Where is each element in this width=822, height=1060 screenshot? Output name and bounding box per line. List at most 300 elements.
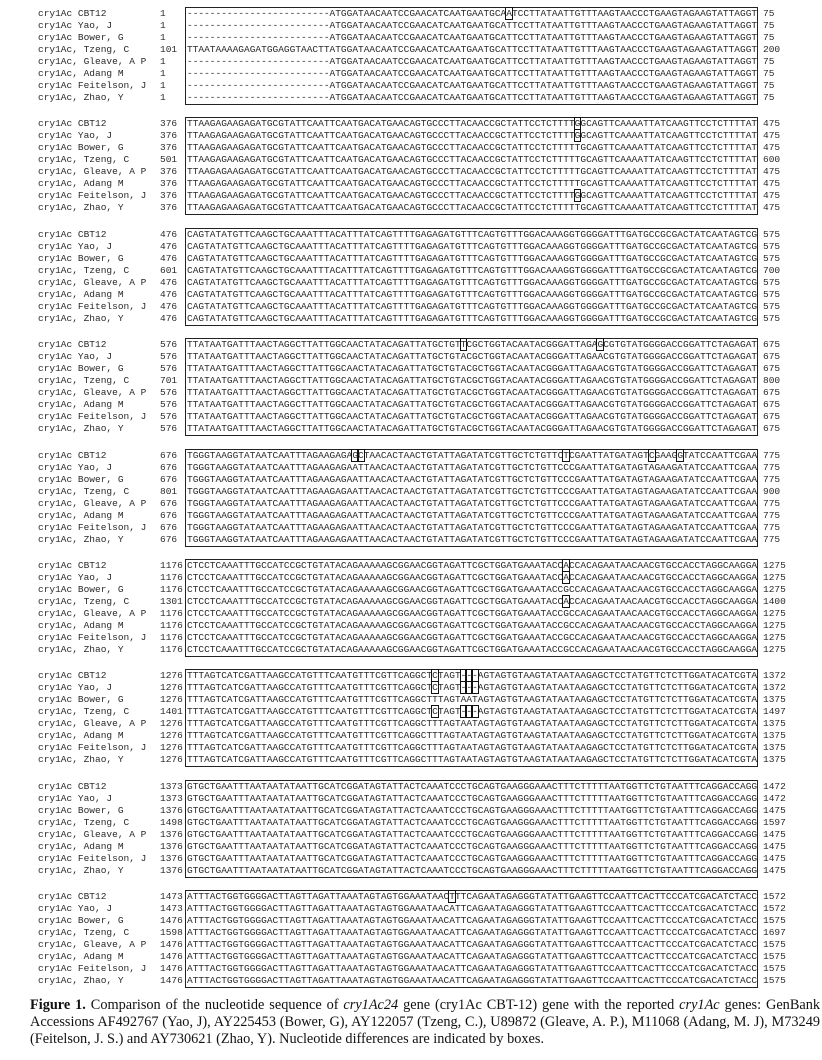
start-position: 676 — [160, 509, 178, 521]
end-position: 1475 — [763, 864, 786, 876]
sequence-label: cry1Ac, Tzeng, C — [38, 816, 130, 828]
alignment-row — [0, 510, 822, 522]
end-position: 1275 — [763, 584, 786, 595]
nucleotide-sequence: TGGGTAAGGTATAATCAATTTAGAAGAGAGCTAACACTAACTGTATTAGATATCGTTGCTCTGTTCTCGAATTATGATAGTCGAAGGTATCCAATTCGAA — [187, 449, 758, 461]
sequence-label: cry1Ac, Gleave, A P — [38, 497, 147, 509]
alignment-row — [0, 351, 822, 363]
alignment-row — [0, 130, 822, 142]
sequence-label: cry1Ac, Zhao, Y — [38, 92, 124, 103]
start-position: 376 — [160, 130, 178, 142]
end-position: 775 — [763, 449, 781, 461]
end-position: 1572 — [763, 891, 786, 903]
alignment-row — [0, 793, 822, 805]
nucleotide-sequence: ATTTACTGGTGGGGACTTAGTTAGATTAAATAGTAGTGGAAATAACATTCAGAATAGAGGGTATATTGAAGTTCCAATTCACTTCCCATCGACATCTACC — [187, 903, 758, 915]
sequence-label: cry1Ac, Zhao, Y — [38, 312, 124, 324]
sequence-label: cry1Ac Feitelson, J — [38, 742, 147, 754]
alignment-block — [0, 670, 822, 766]
end-position: 75 — [763, 68, 775, 79]
nucleotide-sequence: TTTAGTCATCGATTAAGCCATGTTTCAATGTTTCGTTCAGGCTCTAGT---AGTAGTGTAAGTATAATAAGAGCTCCTATGTTCTCTTGGATACATCGTA — [187, 706, 758, 718]
alignment-row — [0, 313, 822, 325]
nucleotide-sequence: ATTTACTGGTGGGGACTTAGTTAGATTAAATAGTAGTGGAAATAACATTCAGAATAGAGGGTATATTGAAGTTCCAATTCACTTCCCATCGACATCTACC — [187, 939, 758, 951]
nucleotide-sequence: TTAAGAGAAGAGATGCGTATTCAATTCAATGACATGAACAGTGCCCTTACAACCGCTATTCCTCTTTTTGCAGTTCAAAATTATCAAGTTCCTCTTTTAT — [187, 178, 758, 190]
start-position: 1 — [160, 80, 166, 91]
start-position: 1276 — [160, 754, 183, 766]
nucleotide-sequence: TTTAGTCATCGATTAAGCCATGTTTCAATGTTTCGTTCAGGCTTTAGTAATAGTAGTGTAAGTATAATAAGAGCTCCTATGTTCTCTTGGATACATCGTA — [187, 694, 758, 706]
sequence-label: cry1Ac, Gleave, A P — [38, 828, 147, 840]
end-position: 775 — [763, 509, 781, 521]
start-position: 576 — [160, 339, 178, 351]
nucleotide-sequence: ATTTACTGGTGGGGACTTAGTTAGATTAAATAGTAGTGGAAATAACATTCAGAATAGAGGGTATATTGAAGTTCCAATTCACTTCCCATCGACATCTACC — [187, 975, 758, 987]
alignment-row — [0, 560, 822, 572]
sequence-label: cry1Ac, Zhao, Y — [38, 644, 124, 655]
alignment-row — [0, 423, 822, 435]
sequence-label: cry1Ac Yao, J — [38, 461, 113, 473]
alignment-row — [0, 253, 822, 265]
alignment-row — [0, 572, 822, 584]
start-position: 576 — [160, 411, 178, 423]
end-position: 600 — [763, 154, 781, 166]
end-position: 575 — [763, 300, 781, 312]
nucleotide-sequence: CAGTATATGTTCAAGCTGCAAATTTACATTTATCAGTTTTGAGAGATGTTTCAGTGTTTGGACAAAGGTGGGGATTTGATGCCGCGACTATCAATAGTCG — [187, 252, 758, 264]
alignment-block — [0, 891, 822, 987]
alignment-row — [0, 608, 822, 620]
end-position: 775 — [763, 473, 781, 485]
sequence-label: cry1Ac, Tzeng, C — [38, 44, 130, 55]
nucleotide-sequence: ATTTACTGGTGGGGACTTAGTTAGATTAAATAGTAGTGGAAATAACATTCAGAATAGAGGGTATATTGAAGTTCCAATTCACTTCCCATCGACATCTACC — [187, 915, 758, 927]
nucleotide-sequence: TTAAGAGAAGAGATGCGTATTCAATTCAATGACATGAACAGTGCCCTTACAACCGCTATTCCTCTTTTTGCAGTTCAAAATTATCAAGTTCCTCTTTTAT — [187, 154, 758, 166]
nucleotide-difference: G — [574, 190, 581, 202]
alignment-row — [0, 891, 822, 903]
end-position: 775 — [763, 521, 781, 533]
sequence-label: cry1Ac CBT12 — [38, 118, 107, 130]
nucleotide-sequence: -------------------------ATGGATAACAATCCGAACATCAATGAATGCATTCCTTATAATTGTTTAAGTAACCCTGAAGTAGAAGTATTAGGT — [187, 68, 758, 79]
alignment-row — [0, 522, 822, 534]
nucleotide-sequence: -------------------------ATGGATAACAATCCGAACATCAATGAATGCATTCCTTATAATTGTTTAAGTAACCCTGAAGTAGAAGTATTAGGT — [187, 32, 758, 43]
alignment-row — [0, 190, 822, 202]
nucleotide-sequence: GTGCTGAATTTAATAATATAATTGCATCGGATAGTATTACTCAAATCCCTGCAGTGAAGGGAAACTTTCTTTTTAATGGTTCTGTAATTTCAGGACCAGG — [187, 864, 758, 876]
sequence-label: cry1Ac, Tzeng, C — [38, 264, 130, 276]
sequence-label: cry1Ac, Adang M — [38, 840, 124, 852]
alignment-block — [0, 560, 822, 656]
alignment-row — [0, 486, 822, 498]
nucleotide-sequence: TTATAATGATTTAACTAGGCTTATTGGCAACTATACAGATTATGCTGTTCGCTGGTACAATACGGGATTAGAGCGTGTATGGGGACCGGATTCTAGAGAT — [187, 339, 758, 351]
end-position: 475 — [763, 202, 781, 214]
nucleotide-sequence: TGGGTAAGGTATAATCAATTTAGAAGAGAATTAACACTAACTGTATTAGATATCGTTGCTCTGTTCCCGAATTATGATAGTAGAAGATATCCAATTCGAA — [187, 509, 758, 521]
start-position: 1276 — [160, 742, 183, 754]
end-position: 1275 — [763, 560, 786, 571]
nucleotide-sequence: CAGTATATGTTCAAGCTGCAAATTTACATTTATCAGTTTTGAGAGATGTTTCAGTGTTTGGACAAAGGTGGGGATTTGATGCCGCGACTATCAATAGTCG — [187, 228, 758, 240]
sequence-label: cry1Ac Feitelson, J — [38, 190, 147, 202]
start-position: 576 — [160, 363, 178, 375]
nucleotide-sequence: TTAAGAGAAGAGATGCGTATTCAATTCAATGACATGAACAGTGCCCTTACAACCGCTATTCCTCTTTTTGCAGTTCAAAATTATCAAGTTCCTCTTTTAT — [187, 202, 758, 214]
end-position: 675 — [763, 411, 781, 423]
sequence-label: cry1Ac CBT12 — [38, 670, 107, 682]
alignment-block — [0, 339, 822, 435]
end-position: 1372 — [763, 670, 786, 682]
alignment-row — [0, 241, 822, 253]
end-position: 1375 — [763, 754, 786, 766]
alignment-row — [0, 742, 822, 754]
sequence-label: cry1Ac Bower, G — [38, 694, 124, 706]
end-position: 1372 — [763, 682, 786, 694]
nucleotide-difference: C — [648, 449, 655, 461]
sequence-label: cry1Ac Feitelson, J — [38, 80, 147, 91]
nucleotide-sequence: TTAAGAGAAGAGATGCGTATTCAATTCAATGACATGAACAGTGCCCTTACAACCGCTATTCCTCTTTTGGCAGTTCAAAATTATCAAGTTCCTCTTTTAT — [187, 130, 758, 142]
sequence-label: cry1Ac, Zhao, Y — [38, 975, 124, 987]
alignment-block — [0, 450, 822, 546]
alignment-row — [0, 620, 822, 632]
nucleotide-sequence: TTAAGAGAAGAGATGCGTATTCAATTCAATGACATGAACAGTGCCCTTACAACCGCTATTCCTCTTTTGGCAGTTCAAAATTATCAAGTTCCTCTTTTAT — [187, 190, 758, 202]
start-position: 1 — [160, 20, 166, 31]
nucleotide-sequence: TTAAGAGAAGAGATGCGTATTCAATTCAATGACATGAACAGTGCCCTTACAACCGCTATTCCTCTTTTTGCAGTTCAAAATTATCAAGTTCCTCTTTTAT — [187, 166, 758, 178]
start-position: 376 — [160, 178, 178, 190]
nucleotide-difference: - — [460, 682, 467, 694]
alignment-row — [0, 805, 822, 817]
nucleotide-sequence: TTAATAAAAGAGATGGAGGTAACTTATGGATAACAATCCGAACATCAATGAATGCATTCCTTATAATTGTTTAAGTAACCCTGAAGTAGAAGTATTAGGT — [187, 44, 758, 55]
nucleotide-sequence: TTATAATGATTTAACTAGGCTTATTGGCAACTATACAGATTATGCTGTACGCTGGTACAATACGGGATTAGAACGTGTATGGGGACCGGATTCTAGAGAT — [187, 411, 758, 423]
nucleotide-sequence: TTATAATGATTTAACTAGGCTTATTGGCAACTATACAGATTATGCTGTACGCTGGTACAATACGGGATTAGAACGTGTATGGGGACCGGATTCTAGAGAT — [187, 363, 758, 375]
sequence-label: cry1Ac Yao, J — [38, 130, 113, 142]
start-position: 676 — [160, 449, 178, 461]
alignment-row — [0, 817, 822, 829]
nucleotide-sequence: TTTAGTCATCGATTAAGCCATGTTTCAATGTTTCGTTCAGGCTTTAGTAATAGTAGTGTAAGTATAATAAGAGCTCCTATGTTCTCTTGGATACATCGTA — [187, 730, 758, 742]
alignment-row — [0, 154, 822, 166]
nucleotide-sequence: GTGCTGAATTTAATAATATAATTGCATCGGATAGTATTACTCAAATCCCTGCAGTGAAGGGAAACTTTCTTTTTAATGGTTCTGTAATTTCAGGACCAGG — [187, 816, 758, 828]
nucleotide-sequence: CTCCTCAAATTTGCCATCCGCTGTATACAGAAAAAGCGGAACGGTAGATTCGCTGGATGAAATACCGCCACAGAATAACAACGTGCCACCTAGGCAAGGA — [187, 620, 758, 631]
sequence-label: cry1Ac, Gleave, A P — [38, 166, 147, 178]
nucleotide-difference: A — [506, 8, 512, 19]
sequence-label: cry1Ac Feitelson, J — [38, 411, 147, 423]
alignment-row — [0, 939, 822, 951]
alignment-row — [0, 498, 822, 510]
start-position: 1473 — [160, 891, 183, 903]
alignment-row — [0, 682, 822, 694]
end-position: 675 — [763, 351, 781, 363]
end-position: 675 — [763, 363, 781, 375]
alignment-row — [0, 8, 822, 20]
alignment-row — [0, 927, 822, 939]
alignment-row — [0, 632, 822, 644]
nucleotide-difference: A — [563, 572, 569, 583]
end-position: 1475 — [763, 804, 786, 816]
sequence-label: cry1Ac Yao, J — [38, 240, 113, 252]
nucleotide-difference: G — [574, 130, 581, 142]
nucleotide-sequence: CTCCTCAAATTTGCCATCCGCTGTATACAGAAAAAGCGGAACGGTAGATTCGCTGGATGAAATACCACCACAGAATAACAACGTGCCACCTAGGCAAGGA — [187, 596, 758, 607]
sequence-label: cry1Ac CBT12 — [38, 780, 107, 792]
nucleotide-sequence: CTCCTCAAATTTGCCATCCGCTGTATACAGAAAAAGCGGAACGGTAGATTCGCTGGATGAAATACCGCCACAGAATAACAACGTGCCACCTAGGCAAGGA — [187, 584, 758, 595]
sequence-label: cry1Ac, Zhao, Y — [38, 423, 124, 435]
nucleotide-sequence: CAGTATATGTTCAAGCTGCAAATTTACATTTATCAGTTTTGAGAGATGTTTCAGTGTTTGGACAAAGGTGGGGATTTGATGCCGCGACTATCAATAGTCG — [187, 312, 758, 324]
sequence-label: cry1Ac, Gleave, A P — [38, 608, 147, 619]
sequence-label: cry1Ac Bower, G — [38, 804, 124, 816]
nucleotide-sequence: ATTTACTGGTGGGGACTTAGTTAGATTAAATAGTAGTGGAAATAACATTCAGAATAGAGGGTATATTGAAGTTCCAATTCACTTCCCATCGACATCTACC — [187, 927, 758, 939]
sequence-label: cry1Ac CBT12 — [38, 339, 107, 351]
sequence-label: cry1Ac, Adang M — [38, 288, 124, 300]
start-position: 1373 — [160, 792, 183, 804]
nucleotide-sequence: TGGGTAAGGTATAATCAATTTAGAAGAGAATTAACACTAACTGTATTAGATATCGTTGCTCTGTTCCCGAATTATGATAGTAGAAGATATCCAATTCGAA — [187, 485, 758, 497]
nucleotide-sequence: ATTTACTGGTGGGGACTTAGTTAGATTAAATAGTAGTGGAAATAACATTCAGAATAGAGGGTATATTGAAGTTCCAATTCACTTCCCATCGACATCTACC — [187, 951, 758, 963]
start-position: 1176 — [160, 560, 183, 571]
sequence-label: cry1Ac Feitelson, J — [38, 521, 147, 533]
nucleotide-sequence: TGGGTAAGGTATAATCAATTTAGAAGAGAATTAACACTAACTGTATTAGATATCGTTGCTCTGTTCCCGAATTATGATAGTAGAAGATATCCAATTCGAA — [187, 497, 758, 509]
alignment-row — [0, 44, 822, 56]
start-position: 1476 — [160, 963, 183, 975]
sequence-label: cry1Ac Yao, J — [38, 682, 113, 694]
nucleotide-sequence: -------------------------ATGGATAACAATCCGAACATCAATGAATGCATTCCTTATAATTGTTTAAGTAACCCTGAAGTAGAAGTATTAGGT — [187, 56, 758, 67]
sequence-label: cry1Ac CBT12 — [38, 449, 107, 461]
start-position: 1 — [160, 68, 166, 79]
end-position: 1475 — [763, 828, 786, 840]
end-position: 1572 — [763, 903, 786, 915]
end-position: 475 — [763, 130, 781, 142]
start-position: 476 — [160, 228, 178, 240]
start-position: 1 — [160, 92, 166, 103]
start-position: 1376 — [160, 828, 183, 840]
alignment-row — [0, 829, 822, 841]
alignment-row — [0, 474, 822, 486]
end-position: 1275 — [763, 644, 786, 655]
alignment-row — [0, 411, 822, 423]
nucleotide-sequence: CTCCTCAAATTTGCCATCCGCTGTATACAGAAAAAGCGGAACGGTAGATTCGCTGGATGAAATACCGCCACAGAATAACAACGTGCCACCTAGGCAAGGA — [187, 608, 758, 619]
sequence-label: cry1Ac, Adang M — [38, 399, 124, 411]
sequence-label: cry1Ac, Tzeng, C — [38, 485, 130, 497]
caption-text: Comparison of the nucleotide sequence of — [85, 997, 344, 1013]
nucleotide-sequence: CTCCTCAAATTTGCCATCCGCTGTATACAGAAAAAGCGGAACGGTAGATTCGCTGGATGAAATACCACCACAGAATAACAACGTGCCACCTAGGCAAGGA — [187, 572, 758, 583]
nucleotide-sequence: TTATAATGATTTAACTAGGCTTATTGGCAACTATACAGATTATGCTGTACGCTGGTACAATACGGGATTAGAACGTGTATGGGGACCGGATTCTAGAGAT — [187, 387, 758, 399]
sequence-label: cry1Ac Bower, G — [38, 142, 124, 154]
end-position: 1597 — [763, 816, 786, 828]
start-position: 376 — [160, 190, 178, 202]
start-position: 601 — [160, 264, 178, 276]
end-position: 1375 — [763, 694, 786, 706]
sequence-label: cry1Ac, Gleave, A P — [38, 718, 147, 730]
sequence-label: cry1Ac, Zhao, Y — [38, 864, 124, 876]
end-position: 1375 — [763, 730, 786, 742]
start-position: 1176 — [160, 644, 183, 655]
alignment-row — [0, 399, 822, 411]
end-position: 475 — [763, 190, 781, 202]
end-position: 75 — [763, 56, 775, 67]
alignment-row — [0, 584, 822, 596]
end-position: 575 — [763, 312, 781, 324]
alignment-row — [0, 865, 822, 877]
sequence-label: cry1Ac, Gleave, A P — [38, 387, 147, 399]
start-position: 1176 — [160, 572, 183, 583]
nucleotide-sequence: TTTAGTCATCGATTAAGCCATGTTTCAATGTTTCGTTCAGGCTCTAGT---AGTAGTGTAAGTATAATAAGAGCTCCTATGTTCTCTTGGATACATCGTA — [187, 682, 758, 694]
nucleotide-sequence: TTTAGTCATCGATTAAGCCATGTTTCAATGTTTCGTTCAGGCTTTAGTAATAGTAGTGTAAGTATAATAAGAGCTCCTATGTTCTCTTGGATACATCGTA — [187, 718, 758, 730]
nucleotide-sequence: GTGCTGAATTTAATAATATAATTGCATCGGATAGTATTACTCAAATCCCTGCAGTGAAGGGAAACTTTCTTTTTAATGGTTCTGTAATTTCAGGACCAGG — [187, 840, 758, 852]
alignment-row — [0, 730, 822, 742]
nucleotide-sequence: TTAAGAGAAGAGATGCGTATTCAATTCAATGACATGAACAGTGCCCTTACAACCGCTATTCCTCTTTTTGCAGTTCAAAATTATCAAGTTCCTCTTTTAT — [187, 142, 758, 154]
sequence-label: cry1Ac, Tzeng, C — [38, 375, 130, 387]
end-position: 1275 — [763, 620, 786, 631]
sequence-label: cry1Ac Yao, J — [38, 20, 113, 31]
end-position: 1575 — [763, 963, 786, 975]
end-position: 1400 — [763, 596, 786, 607]
nucleotide-difference: - — [472, 670, 478, 682]
nucleotide-difference: C — [432, 670, 438, 682]
alignment-row — [0, 32, 822, 44]
start-position: 476 — [160, 312, 178, 324]
start-position: 1401 — [160, 706, 183, 718]
sequence-label: cry1Ac, Adang M — [38, 68, 124, 79]
nucleotide-sequence: -------------------------ATGGATAACAATCCGAACATCAATGAATGCATTCCTTATAATTGTTTAAGTAACCCTGAAGTAGAAGTATTAGGT — [187, 92, 758, 103]
alignment-row — [0, 387, 822, 399]
sequence-label: cry1Ac, Adang M — [38, 509, 124, 521]
start-position: 1276 — [160, 670, 183, 682]
nucleotide-difference: A — [563, 560, 569, 571]
nucleotide-sequence: GTGCTGAATTTAATAATATAATTGCATCGGATAGTATTACTCAAATCCCTGCAGTGAAGGGAAACTTTCTTTTTAATGGTTCTGTAATTTCAGGACCAGG — [187, 828, 758, 840]
nucleotide-sequence: TGGGTAAGGTATAATCAATTTAGAAGAGAATTAACACTAACTGTATTAGATATCGTTGCTCTGTTCCCGAATTATGATAGTAGAAGATATCCAATTCGAA — [187, 461, 758, 473]
end-position: 1275 — [763, 572, 786, 583]
alignment-row — [0, 68, 822, 80]
end-position: 75 — [763, 8, 775, 19]
alignment-row — [0, 363, 822, 375]
end-position: 800 — [763, 375, 781, 387]
nucleotide-sequence: GTGCTGAATTTAATAATATAATTGCATCGGATAGTATTACTCAAATCCCTGCAGTGAAGGGAAACTTTCTTTTTAATGGTTCTGTAATTTCAGGACCAGG — [187, 780, 758, 792]
end-position: 475 — [763, 142, 781, 154]
nucleotide-sequence: CAGTATATGTTCAAGCTGCAAATTTACATTTATCAGTTTTGAGAGATGTTTCAGTGTTTGGACAAAGGTGGGGATTTGATGCCGCGACTATCAATAGTCG — [187, 288, 758, 300]
end-position: 1575 — [763, 939, 786, 951]
nucleotide-difference: - — [466, 682, 473, 694]
nucleotide-sequence: GTGCTGAATTTAATAATATAATTGCATCGGATAGTATTACTCAAATCCCTGCAGTGAAGGGAAACTTTCTTTTTAATGGTTCTGTAATTTCAGGACCAGG — [187, 792, 758, 804]
alignment-row — [0, 56, 822, 68]
end-position: 1575 — [763, 951, 786, 963]
alignment-row — [0, 718, 822, 730]
start-position: 1376 — [160, 840, 183, 852]
alignment-block — [0, 781, 822, 877]
end-position: 1275 — [763, 608, 786, 619]
alignment-row — [0, 20, 822, 32]
alignment-row — [0, 229, 822, 241]
end-position: 1575 — [763, 975, 786, 987]
sequence-label: cry1Ac Bower, G — [38, 915, 124, 927]
nucleotide-difference: - — [460, 670, 467, 682]
sequence-label: cry1Ac, Tzeng, C — [38, 154, 130, 166]
sequence-label: cry1Ac, Tzeng, C — [38, 706, 130, 718]
nucleotide-sequence: CTCCTCAAATTTGCCATCCGCTGTATACAGAAAAAGCGGAACGGTAGATTCGCTGGATGAAATACCACCACAGAATAACAACGTGCCACCTAGGCAAGGA — [187, 560, 758, 571]
alignment-row — [0, 265, 822, 277]
alignment-row — [0, 754, 822, 766]
nucleotide-difference: G — [574, 118, 581, 130]
sequence-label: cry1Ac Yao, J — [38, 572, 113, 583]
end-position: 575 — [763, 240, 781, 252]
alignment-row — [0, 903, 822, 915]
start-position: 1 — [160, 56, 166, 67]
sequence-label: cry1Ac, Gleave, A P — [38, 276, 147, 288]
start-position: 676 — [160, 473, 178, 485]
start-position: 1498 — [160, 816, 183, 828]
nucleotide-sequence: TTATAATGATTTAACTAGGCTTATTGGCAACTATACAGATTATGCTGTACGCTGGTACAATACGGGATTAGAACGTGTATGGGGACCGGATTCTAGAGAT — [187, 399, 758, 411]
alignment-row — [0, 975, 822, 987]
start-position: 1276 — [160, 682, 183, 694]
nucleotide-sequence: TGGGTAAGGTATAATCAATTTAGAAGAGAATTAACACTAACTGTATTAGATATCGTTGCTCTGTTCCCGAATTATGATAGTAGAAGATATCCAATTCGAA — [187, 473, 758, 485]
end-position: 1575 — [763, 915, 786, 927]
sequence-label: cry1Ac, Gleave, A P — [38, 939, 147, 951]
start-position: 1476 — [160, 939, 183, 951]
start-position: 676 — [160, 461, 178, 473]
nucleotide-sequence: CAGTATATGTTCAAGCTGCAAATTTACATTTATCAGTTTTGAGAGATGTTTCAGTGTTTGGACAAAGGTGGGGATTTGATGCCGCGACTATCAATAGTCG — [187, 264, 758, 276]
sequence-label: cry1Ac CBT12 — [38, 891, 107, 903]
alignment-row — [0, 202, 822, 214]
nucleotide-sequence: -------------------------ATGGATAACAATCCGAACATCAATGAATGCATTCCTTATAATTGTTTAAGTAACCCTGAAGTAGAAGTATTAGGT — [187, 20, 758, 31]
start-position: 1 — [160, 32, 166, 43]
alignment-row — [0, 118, 822, 130]
sequence-label: cry1Ac Bower, G — [38, 32, 124, 43]
figure-caption — [30, 997, 820, 1048]
nucleotide-sequence: CTCCTCAAATTTGCCATCCGCTGTATACAGAAAAAGCGGAACGGTAGATTCGCTGGATGAAATACCGCCACAGAATAACAACGTGCCACCTAGGCAAGGA — [187, 632, 758, 643]
end-position: 1472 — [763, 780, 786, 792]
end-position: 1375 — [763, 718, 786, 730]
start-position: 1476 — [160, 975, 183, 987]
nucleotide-sequence: CAGTATATGTTCAAGCTGCAAATTTACATTTATCAGTTTTGAGAGATGTTTCAGTGTTTGGACAAAGGTGGGGATTTGATGCCGCGACTATCAATAGTCG — [187, 276, 758, 288]
start-position: 1176 — [160, 632, 183, 643]
end-position: 475 — [763, 118, 781, 130]
start-position: 476 — [160, 300, 178, 312]
nucleotide-sequence: TTTAGTCATCGATTAAGCCATGTTTCAATGTTTCGTTCAGGCTTTAGTAATAGTAGTGTAAGTATAATAAGAGCTCCTATGTTCTCTTGGATACATCGTA — [187, 754, 758, 766]
alignment-row — [0, 951, 822, 963]
alignment-row — [0, 596, 822, 608]
start-position: 1476 — [160, 951, 183, 963]
start-position: 501 — [160, 154, 178, 166]
sequence-label: cry1Ac CBT12 — [38, 228, 107, 240]
end-position: 675 — [763, 423, 781, 435]
start-position: 1476 — [160, 915, 183, 927]
end-position: 475 — [763, 166, 781, 178]
end-position: 1697 — [763, 927, 786, 939]
sequence-label: cry1Ac, Adang M — [38, 951, 124, 963]
alignment-row — [0, 339, 822, 351]
end-position: 75 — [763, 32, 775, 43]
sequence-label: cry1Ac Yao, J — [38, 351, 113, 363]
nucleotide-difference: C — [432, 706, 438, 718]
end-position: 475 — [763, 178, 781, 190]
start-position: 1301 — [160, 596, 183, 607]
alignment-row — [0, 450, 822, 462]
start-position: 1376 — [160, 864, 183, 876]
sequence-label: cry1Ac Yao, J — [38, 792, 113, 804]
nucleotide-sequence: CTCCTCAAATTTGCCATCCGCTGTATACAGAAAAAGCGGAACGGTAGATTCGCTGGATGAAATACCGCCACAGAATAACAACGTGCCACCTAGGCAAGGA — [187, 644, 758, 655]
sequence-label: cry1Ac, Adang M — [38, 620, 124, 631]
start-position: 801 — [160, 485, 178, 497]
end-position: 700 — [763, 264, 781, 276]
alignment-block — [0, 118, 822, 214]
alignment-row — [0, 853, 822, 865]
start-position: 476 — [160, 240, 178, 252]
nucleotide-sequence: CAGTATATGTTCAAGCTGCAAATTTACATTTATCAGTTTTGAGAGATGTTTCAGTGTTTGGACAAAGGTGGGGATTTGATGCCGCGACTATCAATAGTCG — [187, 300, 758, 312]
end-position: 200 — [763, 44, 781, 55]
nucleotide-sequence: TGGGTAAGGTATAATCAATTTAGAAGAGAATTAACACTAACTGTATTAGATATCGTTGCTCTGTTCCCGAATTATGATAGTAGAAGATATCCAATTCGAA — [187, 521, 758, 533]
start-position: 1276 — [160, 718, 183, 730]
alignment-row — [0, 706, 822, 718]
end-position: 675 — [763, 399, 781, 411]
start-position: 1276 — [160, 730, 183, 742]
alignment-row — [0, 963, 822, 975]
sequence-label: cry1Ac CBT12 — [38, 560, 107, 571]
start-position: 1473 — [160, 903, 183, 915]
nucleotide-sequence: TTATAATGATTTAACTAGGCTTATTGGCAACTATACAGATTATGCTGTACGCTGGTACAATACGGGATTAGAACGTGTATGGGGACCGGATTCTAGAGAT — [187, 351, 758, 363]
start-position: 1276 — [160, 694, 183, 706]
alignment-row — [0, 534, 822, 546]
figure-label: Figure 1. — [30, 997, 86, 1013]
end-position: 1472 — [763, 792, 786, 804]
start-position: 1 — [160, 8, 166, 19]
sequence-label: cry1Ac, Zhao, Y — [38, 202, 124, 214]
start-position: 576 — [160, 423, 178, 435]
start-position: 676 — [160, 497, 178, 509]
end-position: 1497 — [763, 706, 786, 718]
start-position: 376 — [160, 202, 178, 214]
